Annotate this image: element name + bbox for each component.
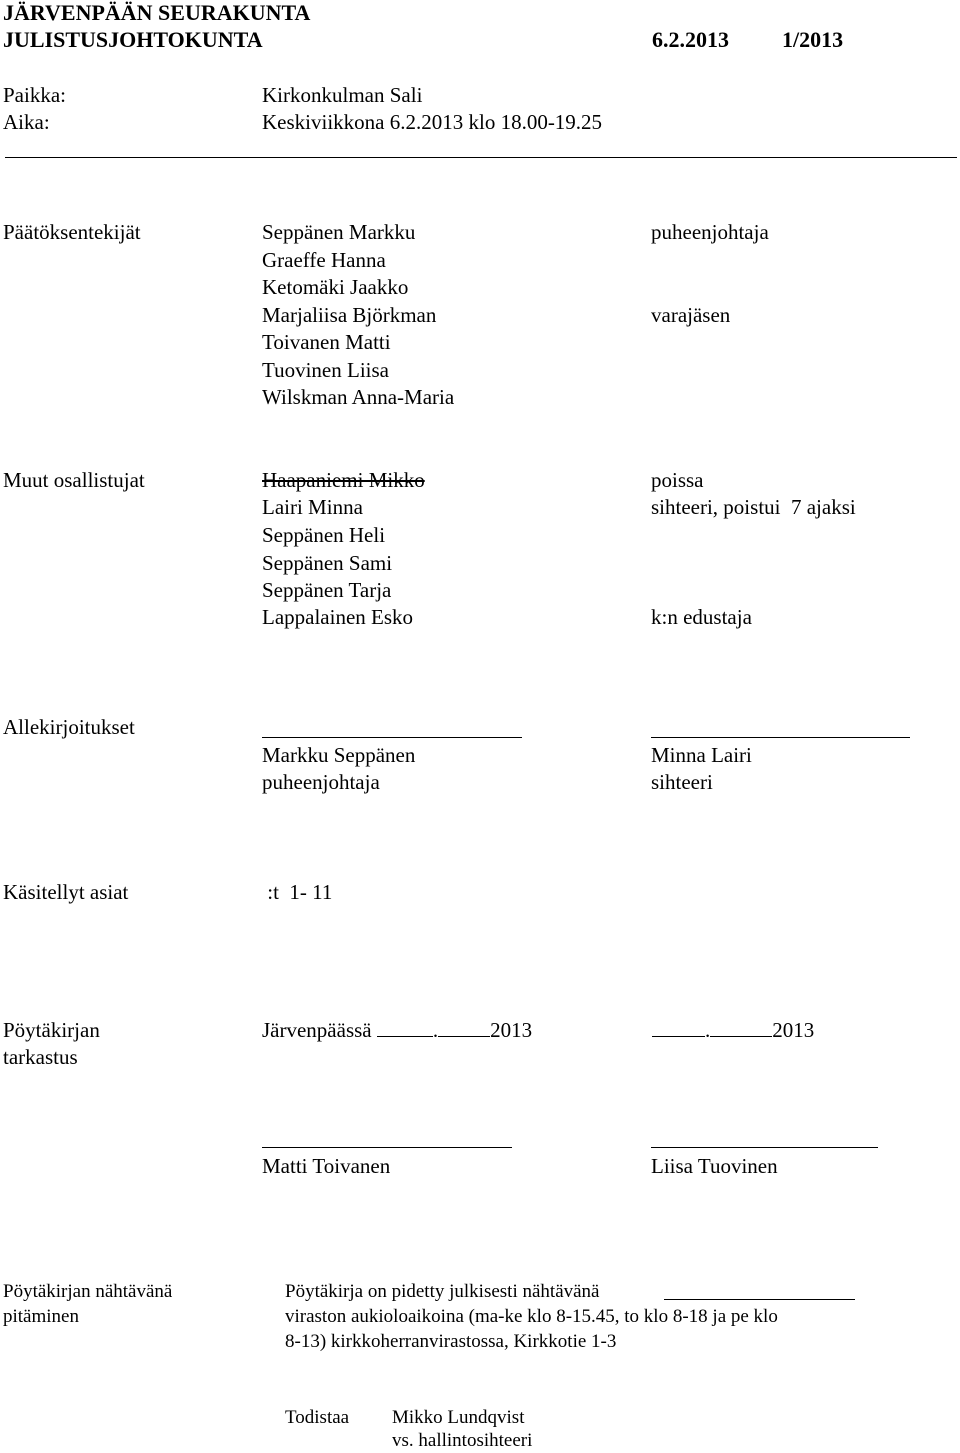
- meeting-date: 6.2.2013: [652, 27, 729, 52]
- blank-line: [710, 1018, 772, 1037]
- member-name: Tuovinen Liisa: [262, 358, 389, 382]
- participant-name-struck: Haapaniemi Mikko: [262, 468, 425, 492]
- place-value: Kirkonkulman Sali: [262, 83, 423, 107]
- review-date-right: [652, 1018, 814, 1042]
- member-name: Seppänen Markku: [262, 220, 416, 244]
- display-label-line1: Pöytäkirjan nähtävänä: [3, 1281, 173, 1302]
- signatures-label: Allekirjoitukset: [3, 715, 135, 739]
- place-label: Paikka:: [3, 83, 66, 107]
- member-name: Ketomäki Jaakko: [262, 275, 409, 299]
- handled-items-value: :t 1- 11: [262, 880, 333, 904]
- attest-label: Todistaa: [285, 1407, 350, 1428]
- reviewer-right-name: Liisa Tuovinen: [651, 1154, 778, 1178]
- signature-line-left: [262, 737, 522, 738]
- reviewer-left-name: Matti Toivanen: [262, 1154, 391, 1178]
- signature-line-right: [651, 1147, 878, 1148]
- blank-line: [438, 1018, 490, 1037]
- board-name: JULISTUSJOHTOKUNTA: [3, 27, 263, 52]
- time-label: Aika:: [3, 110, 50, 134]
- member-name: Toivanen Matti: [262, 330, 391, 354]
- attest-name: Mikko Lundqvist: [392, 1407, 525, 1428]
- signer-left-name: Markku Seppänen: [262, 743, 416, 767]
- participant-name: Lappalainen Esko: [262, 605, 414, 629]
- participant-name: Seppänen Sami: [262, 551, 393, 575]
- display-label-line2: pitäminen: [3, 1306, 79, 1327]
- signer-left-title: puheenjohtaja: [262, 770, 380, 794]
- review-year: 2013: [772, 1018, 815, 1042]
- display-text-line2: viraston aukioloaikoina (ma-ke klo 8-15.45, to klo 8-18 ja pe klo: [285, 1306, 778, 1327]
- participant-role: k:n edustaja: [651, 605, 752, 629]
- member-role: puheenjohtaja: [651, 220, 769, 244]
- member-name: Wilskman Anna-Maria: [262, 385, 455, 409]
- member-role: varajäsen: [651, 303, 731, 327]
- attest-title: vs. hallintosihteeri: [392, 1430, 533, 1451]
- blank-line: [664, 1299, 855, 1300]
- review-year: 2013: [490, 1018, 533, 1042]
- date-dot: .: [432, 1018, 439, 1042]
- org-name: JÄRVENPÄÄN SEURAKUNTA: [3, 0, 311, 25]
- signature-line-left: [262, 1147, 512, 1148]
- participant-name: Seppänen Tarja: [262, 578, 392, 602]
- member-name: Marjaliisa Björkman: [262, 303, 437, 327]
- review-label-line1: Pöytäkirjan: [3, 1018, 100, 1042]
- member-name: Graeffe Hanna: [262, 248, 386, 272]
- blank-line: [652, 1018, 705, 1037]
- time-value: Keskiviikkona 6.2.2013 klo 18.00-19.25: [262, 110, 603, 134]
- review-date-left: [262, 1018, 532, 1042]
- review-place: Järvenpäässä: [262, 1018, 372, 1042]
- other-participants-label: Muut osallistujat: [3, 468, 145, 492]
- participant-name: Seppänen Heli: [262, 523, 386, 547]
- display-text-line3: 8-13) kirkkoherranvirastossa, Kirkkotie 1-3: [285, 1331, 617, 1352]
- blank-line: [377, 1018, 433, 1037]
- signer-right-title: sihteeri: [651, 770, 713, 794]
- participant-name: Lairi Minna: [262, 495, 363, 519]
- signer-right-name: Minna Lairi: [651, 743, 752, 767]
- signature-line-right: [651, 737, 910, 738]
- display-text-line1: Pöytäkirja on pidetty julkisesti nähtävänä: [285, 1281, 600, 1302]
- decision-makers-label: Päätöksentekijät: [3, 220, 141, 244]
- participant-role: poissa: [651, 468, 704, 492]
- minutes-number: 1/2013: [782, 27, 844, 52]
- header-divider: [5, 157, 957, 158]
- review-label-line2: tarkastus: [3, 1045, 78, 1069]
- participant-role: sihteeri, poistui 7 ajaksi: [651, 495, 856, 519]
- handled-items-label: Käsitellyt asiat: [3, 880, 129, 904]
- date-dot: .: [705, 1018, 711, 1042]
